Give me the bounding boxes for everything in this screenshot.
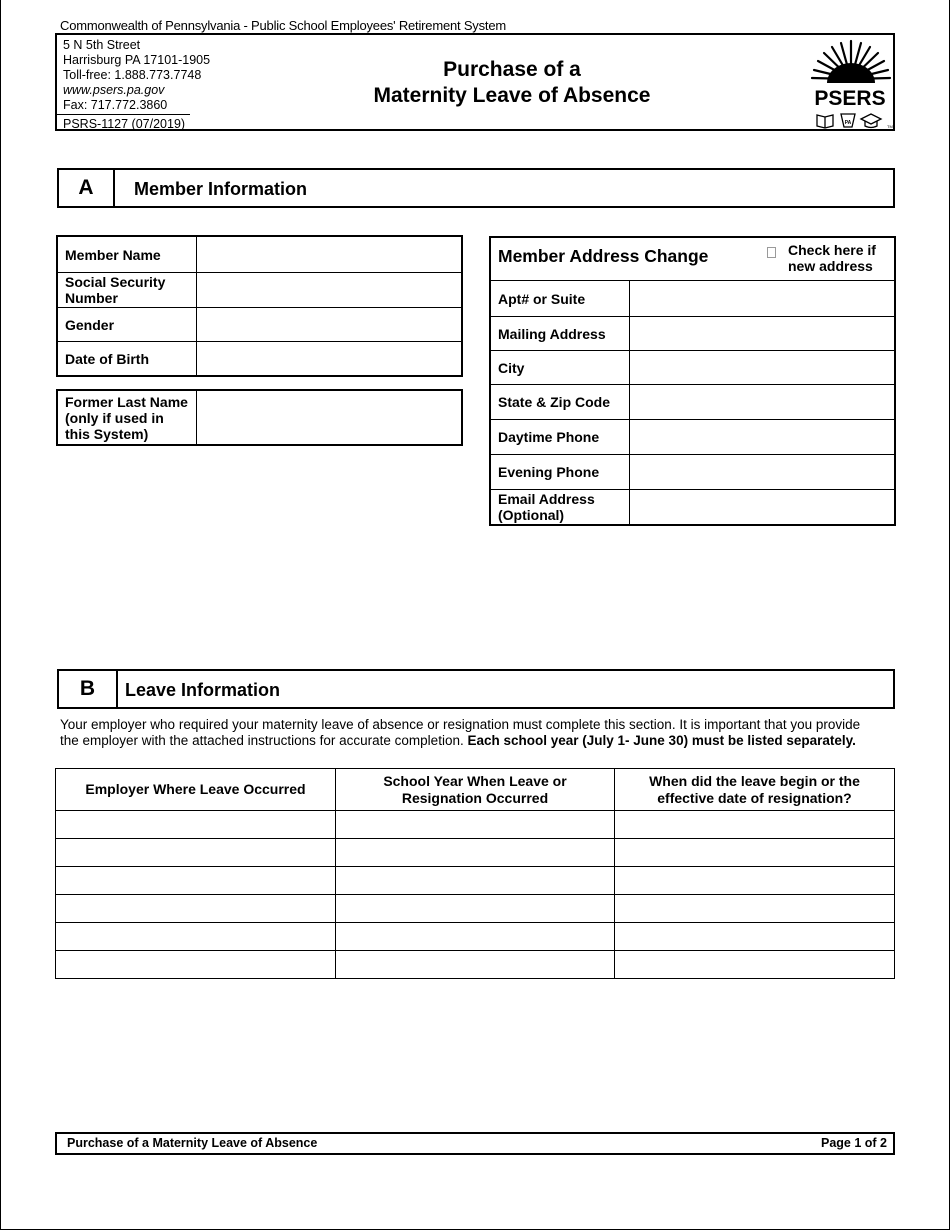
mailing-address-label: Mailing Address: [491, 317, 630, 351]
school-year-cell[interactable]: [336, 951, 615, 979]
new-address-checkbox-label: Check here if new address: [788, 242, 876, 274]
former-name-table: [57, 390, 462, 445]
member-info-table: [57, 236, 462, 376]
instructions-bold-note: Each school year (July 1- June 30) must be listed separately.: [467, 733, 856, 748]
footer-form-title: Purchase of a Maternity Leave of Absence: [67, 1136, 318, 1150]
address-city: Harrisburg PA 17101-1905: [63, 53, 211, 67]
trademark-mark: TM: [887, 124, 893, 129]
instructions-text: Your employer who required your maternity leave of absence or resignation must complete this section. It is important that you provide the employer with the attached instructions for accurate completion.: [60, 717, 861, 748]
dob-field[interactable]: [197, 342, 462, 376]
form-number: PSRS-1127 (07/2019): [57, 114, 190, 131]
header-box: [55, 33, 895, 131]
state-zip-field[interactable]: [630, 385, 895, 420]
address-change-table: [490, 237, 895, 525]
section-a-letter: A: [59, 170, 115, 206]
section-a-title: Member Information: [134, 179, 308, 199]
title-line1: Purchase of a: [443, 58, 581, 81]
dob-label: Date of Birth: [58, 342, 197, 376]
daytime-phone-label: Daytime Phone: [491, 420, 630, 455]
leave-date-cell[interactable]: [615, 923, 895, 951]
table-row: [56, 811, 895, 839]
table-row: [56, 867, 895, 895]
gender-label: Gender: [58, 308, 197, 342]
agency-name: Commonwealth of Pennsylvania - Public School Employees' Retirement System: [60, 18, 506, 33]
school-year-cell[interactable]: [336, 923, 615, 951]
leave-info-table: [55, 768, 895, 979]
book-icon: [817, 115, 833, 128]
section-a-header: [57, 168, 895, 208]
employer-cell[interactable]: [56, 951, 336, 979]
address-fax: Fax: 717.772.3860: [63, 98, 168, 112]
table-row: [56, 895, 895, 923]
leave-date-cell[interactable]: [615, 839, 895, 867]
apt-suite-label: Apt# or Suite: [491, 281, 630, 317]
leave-date-cell[interactable]: [615, 951, 895, 979]
agency-address: [63, 38, 210, 113]
svg-text:PA: PA: [844, 120, 852, 126]
city-label: City: [491, 351, 630, 385]
email-address-label: Email Address (Optional): [491, 490, 630, 525]
table-row: [56, 923, 895, 951]
member-name-field[interactable]: [197, 237, 462, 273]
employer-cell[interactable]: [56, 811, 336, 839]
column-header-employer: Employer Where Leave Occurred: [56, 769, 336, 811]
email-address-field[interactable]: [630, 490, 895, 525]
new-address-checkbox[interactable]: [767, 247, 776, 258]
graduation-cap-icon: [861, 114, 881, 128]
school-year-cell[interactable]: [336, 811, 615, 839]
school-year-cell[interactable]: [336, 895, 615, 923]
gender-field[interactable]: [197, 308, 462, 342]
footer-page-number: Page 1 of 2: [821, 1136, 887, 1150]
address-website[interactable]: www.psers.pa.gov: [63, 83, 165, 97]
ssn-field[interactable]: [197, 273, 462, 308]
school-year-cell[interactable]: [336, 839, 615, 867]
ssn-label: Social Security Number: [58, 273, 197, 308]
school-year-cell[interactable]: [336, 867, 615, 895]
page-title: [362, 57, 662, 109]
section-b-letter: B: [59, 671, 118, 707]
mailing-address-field[interactable]: [630, 317, 895, 351]
psers-logo-graphic: [805, 37, 897, 131]
state-zip-label: State & Zip Code: [491, 385, 630, 420]
evening-phone-field[interactable]: [630, 455, 895, 490]
leave-table-header-row: [56, 769, 895, 811]
column-header-school-year: School Year When Leave or Resignation Occurred: [336, 769, 615, 811]
city-field[interactable]: [630, 351, 895, 385]
leave-date-cell[interactable]: [615, 895, 895, 923]
address-change-header: [491, 238, 895, 281]
apt-suite-field[interactable]: [630, 281, 895, 317]
address-street: 5 N 5th Street: [63, 38, 141, 52]
table-row: [56, 951, 895, 979]
address-tollfree: Toll-free: 1.888.773.7748: [63, 68, 202, 82]
employer-cell[interactable]: [56, 923, 336, 951]
title-line2: Maternity Leave of Absence: [373, 84, 651, 107]
table-row: [56, 839, 895, 867]
section-b-title: Leave Information: [125, 680, 281, 700]
column-header-leave-date: When did the leave begin or the effective date of resignation?: [615, 769, 895, 811]
sun-half-icon: [827, 63, 875, 83]
former-last-name-label: Former Last Name (only if used in this System): [58, 391, 197, 445]
keystone-icon: [841, 114, 855, 127]
employer-cell[interactable]: [56, 867, 336, 895]
section-b-instructions: [60, 717, 880, 749]
leave-date-cell[interactable]: [615, 867, 895, 895]
logo-text: PSERS: [814, 87, 886, 110]
employer-cell[interactable]: [56, 839, 336, 867]
daytime-phone-field[interactable]: [630, 420, 895, 455]
employer-cell[interactable]: [56, 895, 336, 923]
former-last-name-field[interactable]: [197, 391, 462, 445]
address-change-title: Member Address Change: [498, 246, 709, 266]
member-name-label: Member Name: [58, 237, 197, 273]
leave-date-cell[interactable]: [615, 811, 895, 839]
page-footer: [55, 1132, 895, 1155]
psers-logo: [805, 37, 897, 131]
section-b-header: [57, 669, 895, 709]
evening-phone-label: Evening Phone: [491, 455, 630, 490]
